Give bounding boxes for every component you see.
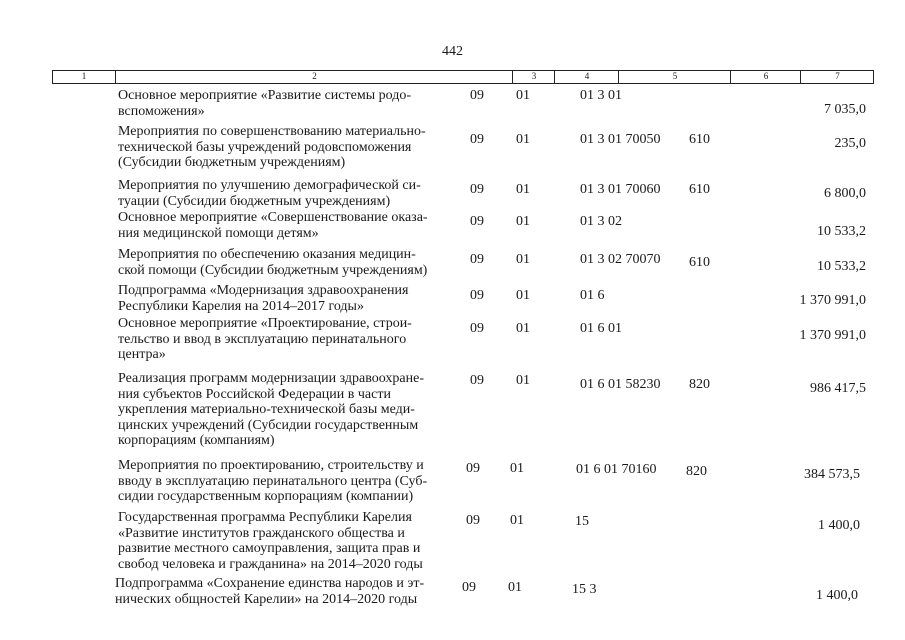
header-col-2: 2	[115, 71, 513, 83]
row-section: 09	[462, 580, 476, 595]
row-expense-type: 820	[689, 377, 710, 392]
row-target-article: 15 3	[572, 582, 597, 597]
row-subsection: 01	[516, 288, 530, 303]
row-name: Мероприятия по совершенствованию материально- технической базы учреждений родовспоможения (Субсидии бюджетным учреждениям)	[118, 124, 426, 170]
page-number: 442	[442, 44, 463, 59]
row-subsection: 01	[510, 461, 524, 476]
row-subsection: 01	[516, 321, 530, 336]
row-name: Реализация программ модернизации здравоохране- ния субъектов Российской Федерации в части укрепления материально-технической базы меди- цинских учреждений (Субсидии государственным корпорациям (компаниям)	[118, 371, 424, 448]
row-name: Мероприятия по обеспечению оказания медицин- ской помощи (Субсидии бюджетным учреждениям)	[118, 247, 428, 278]
row-subsection: 01	[510, 513, 524, 528]
row-amount: 384 573,5	[804, 467, 860, 482]
row-amount: 10 533,2	[817, 259, 866, 274]
row-target-article: 01 3 01 70060	[580, 182, 661, 197]
row-amount: 6 800,0	[824, 186, 866, 201]
row-target-article: 01 3 01	[580, 88, 622, 103]
header-col-4: 4	[554, 71, 619, 83]
header-col-3: 3	[512, 71, 555, 83]
header-col-6: 6	[730, 71, 801, 83]
row-amount: 986 417,5	[810, 381, 866, 396]
table-header	[52, 70, 874, 84]
header-col-5: 5	[618, 71, 731, 83]
row-name: Основное мероприятие «Совершенствование оказа- ния медицинской помощи детям»	[118, 210, 428, 241]
row-section: 09	[470, 214, 484, 229]
row-name: Мероприятия по улучшению демографической си- туации (Субсидии бюджетным учреждениям)	[118, 178, 421, 209]
header-col-7: 7	[800, 71, 874, 83]
row-name: Основное мероприятие «Развитие системы родо- вспоможения»	[118, 88, 411, 119]
row-subsection: 01	[516, 182, 530, 197]
row-subsection: 01	[516, 252, 530, 267]
row-target-article: 01 6	[580, 288, 605, 303]
row-section: 09	[470, 182, 484, 197]
row-name: Основное мероприятие «Проектирование, строи- тельство и ввод в эксплуатацию перинатального центра»	[118, 316, 412, 362]
row-target-article: 15	[575, 514, 589, 529]
row-name: Подпрограмма «Модернизация здравоохранения Республики Карелия на 2014–2017 годы»	[118, 283, 409, 314]
row-subsection: 01	[516, 132, 530, 147]
row-target-article: 01 3 02 70070	[580, 252, 661, 267]
row-section: 09	[470, 252, 484, 267]
row-name: Мероприятия по проектированию, строительству и вводу в эксплуатацию перинатального центра (Суб- сидии государственным корпорациям (компании)	[118, 458, 428, 504]
row-amount: 1 370 991,0	[799, 293, 866, 308]
row-amount: 7 035,0	[824, 102, 866, 117]
row-section: 09	[466, 461, 480, 476]
row-subsection: 01	[508, 580, 522, 595]
row-target-article: 01 6 01 70160	[576, 462, 657, 477]
row-amount: 10 533,2	[817, 224, 866, 239]
row-subsection: 01	[516, 88, 530, 103]
row-expense-type: 610	[689, 132, 710, 147]
row-subsection: 01	[516, 214, 530, 229]
row-section: 09	[470, 132, 484, 147]
row-expense-type: 610	[689, 182, 710, 197]
row-section: 09	[470, 321, 484, 336]
row-expense-type: 610	[689, 255, 710, 270]
row-expense-type: 820	[686, 464, 707, 479]
row-target-article: 01 3 02	[580, 214, 622, 229]
row-section: 09	[466, 513, 480, 528]
row-name: Подпрограмма «Сохранение единства народов и эт- нических общностей Карелии» на 2014–2020 годы	[115, 576, 425, 607]
row-name: Государственная программа Республики Карелия «Развитие институтов гражданского общества и развитие местного самоуправления, защита прав и свобод человека и гражданина» на 2014–2020 годы	[118, 510, 423, 572]
row-target-article: 01 6 01 58230	[580, 377, 661, 392]
row-section: 09	[470, 373, 484, 388]
header-col-1: 1	[81, 71, 87, 81]
row-section: 09	[470, 88, 484, 103]
row-subsection: 01	[516, 373, 530, 388]
row-target-article: 01 6 01	[580, 321, 622, 336]
row-amount: 235,0	[834, 136, 866, 151]
row-amount: 1 370 991,0	[799, 328, 866, 343]
row-amount: 1 400,0	[818, 518, 860, 533]
row-amount: 1 400,0	[816, 588, 858, 603]
row-target-article: 01 3 01 70050	[580, 132, 661, 147]
row-section: 09	[470, 288, 484, 303]
